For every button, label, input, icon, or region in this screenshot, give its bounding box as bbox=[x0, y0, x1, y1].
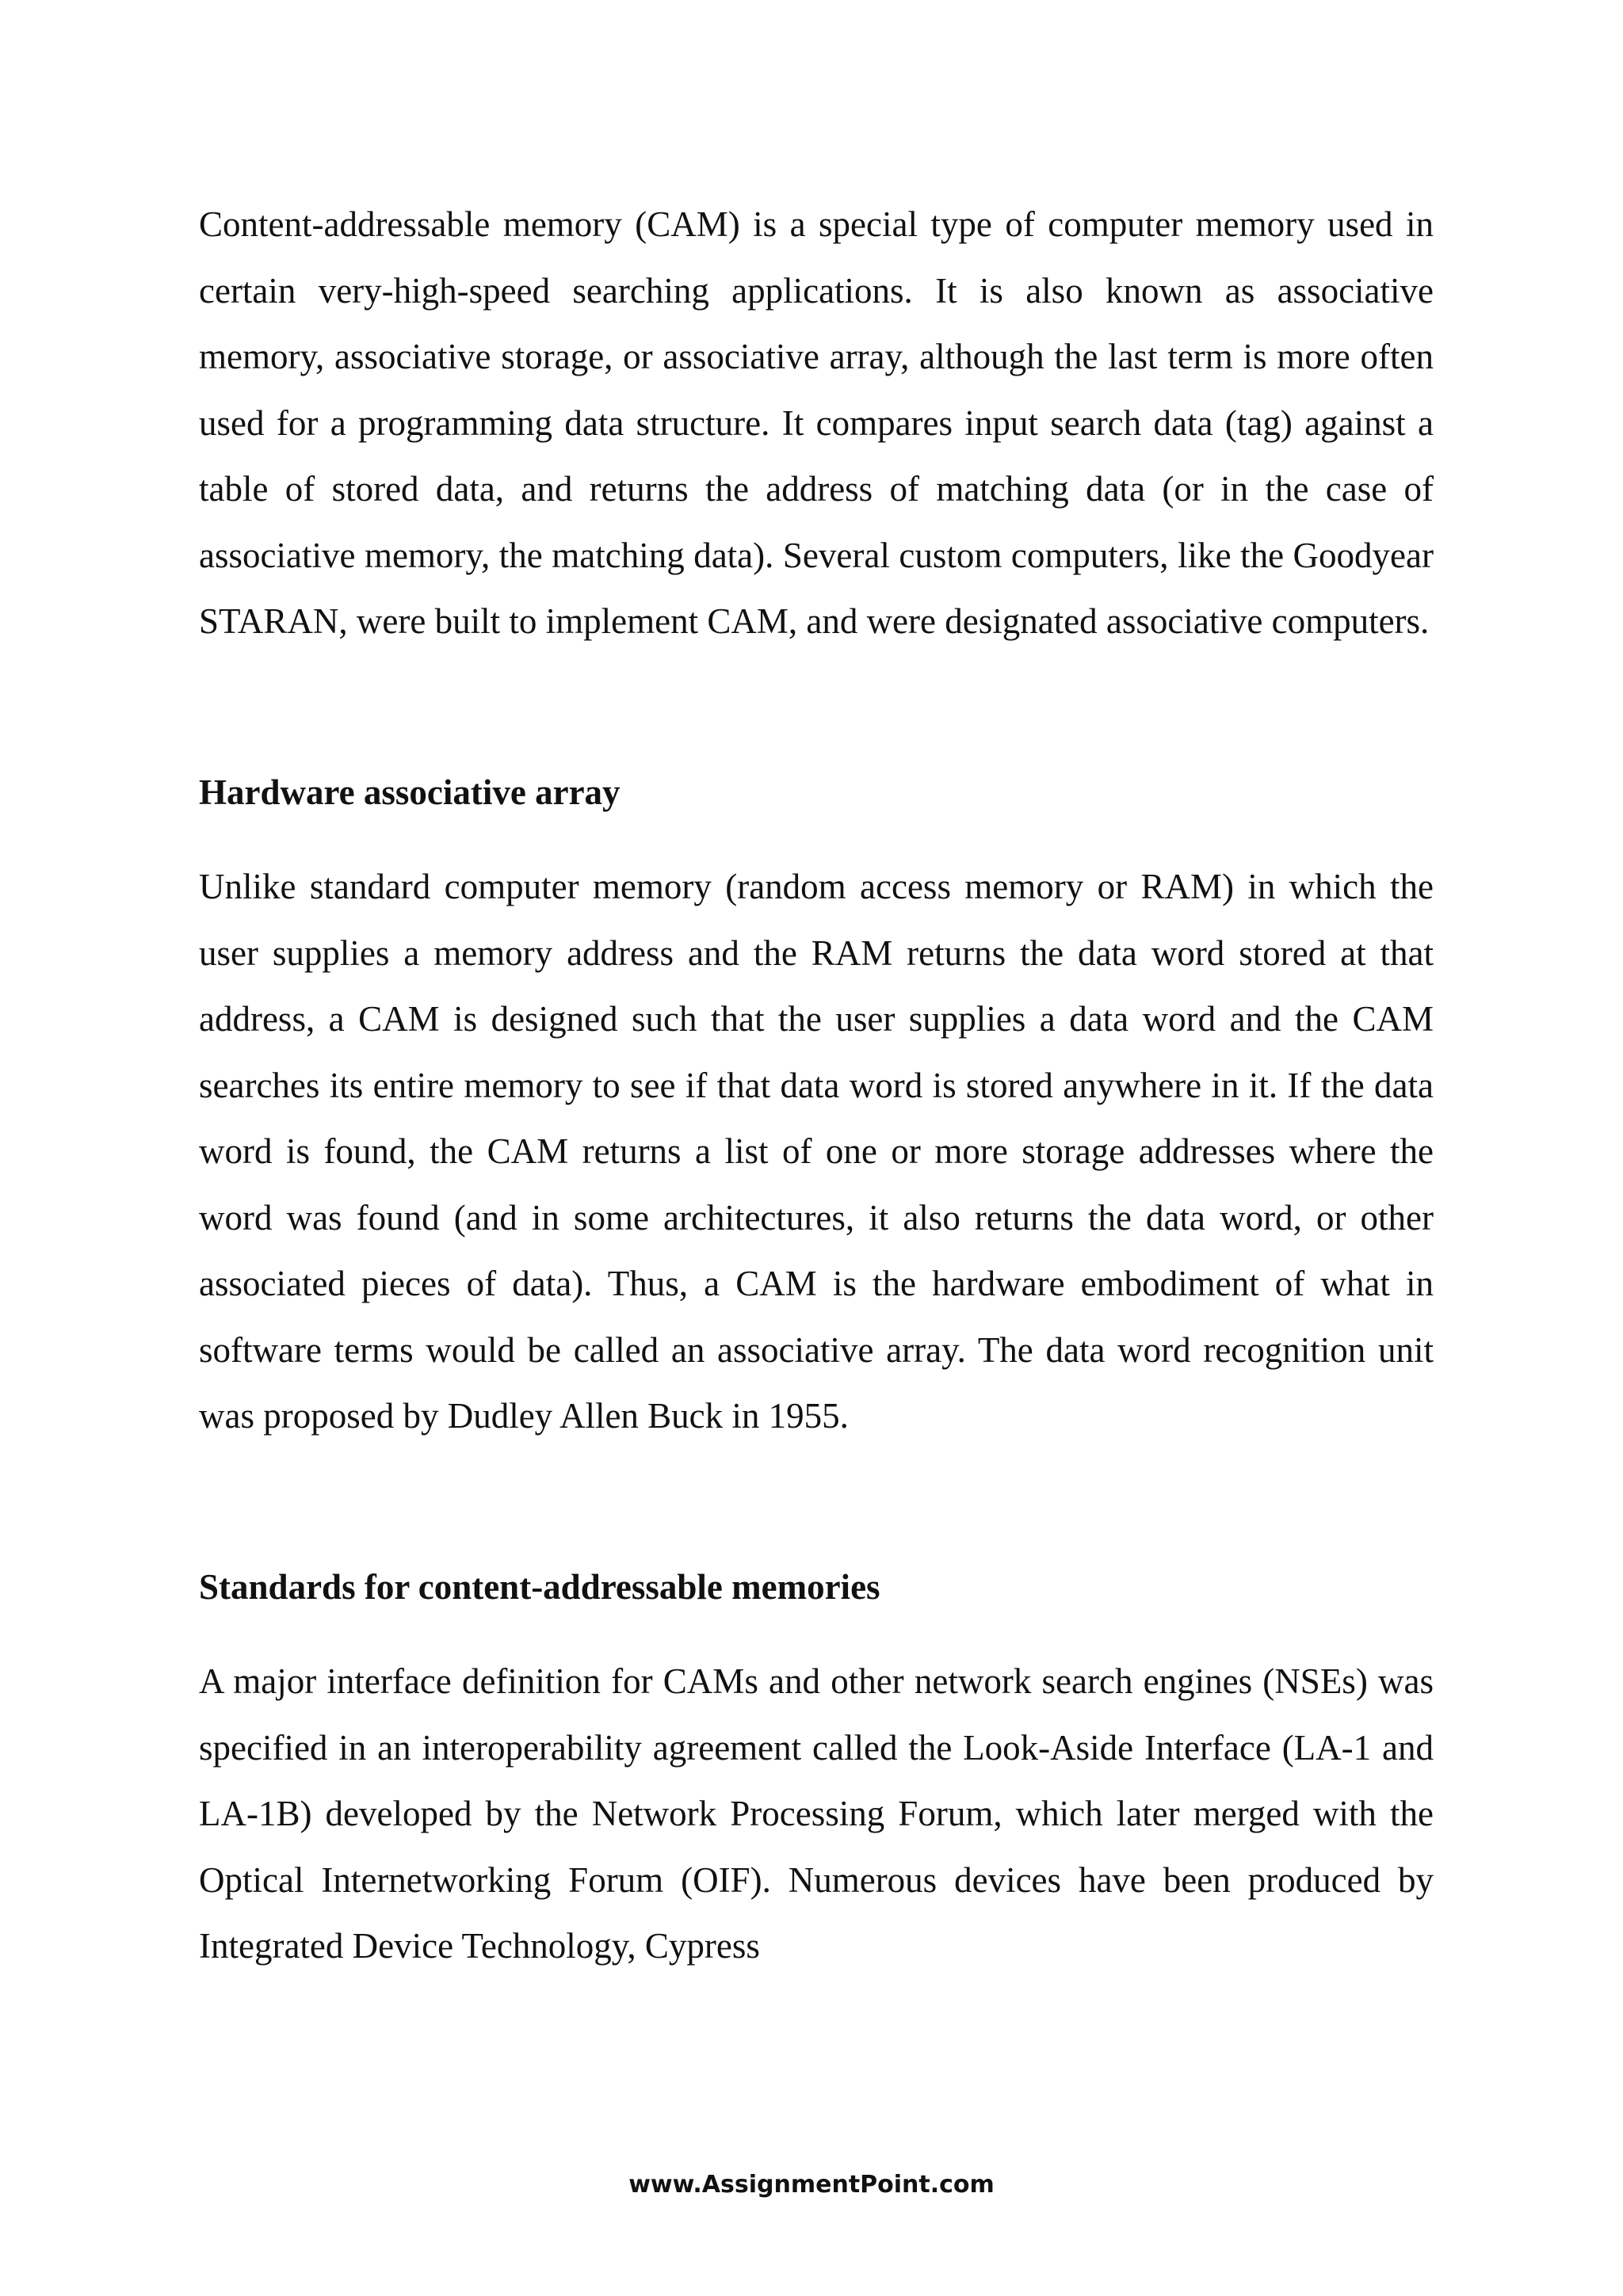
section-paragraph-hardware-associative-array: Unlike standard computer memory (random access memory or RAM) in which the user supplies a memory address and the RAM returns the data word stored at that address, a CAM is designed such that the user supplies a data word and the CAM searches its entire memory to see if that data word is stored anywhere in it. If the data word is found, the CAM returns a list of one or more storage addresses where the word was found (and in some architectures, it also returns the data word, or other associated pieces of data). Thus, a CAM is the hardware embodiment of what in software terms would be called an associative array. The data word recognition unit was proposed by Dudley Allen Buck in 1955. bbox=[199, 867, 1434, 1436]
footer-website-link[interactable]: www.AssignmentPoint.com bbox=[628, 2171, 995, 2199]
intro-paragraph: Content-addressable memory (CAM) is a special type of computer memory used in certain very-high-speed searching applications. It is also known as associative memory, associative storage, or associative array, although the last term is more often used for a programming data structure. It compares input search data (tag) against a table of stored data, and returns the address of matching data (or in the case of associative memory, the matching data). Several custom computers, like the Goodyear STARAN, were built to implement CAM, and were designated associative computers. bbox=[199, 204, 1434, 641]
document-page bbox=[199, 192, 1434, 1980]
section-paragraph-standards: A major interface definition for CAMs and other network search engines (NSEs) was specified in an interoperability agreement called the Look-Aside Interface (LA-1 and LA-1B) developed by the Network Processing Forum, which later merged with the Optical Internetworking Forum (OIF). Numerous devices have been produced by Integrated Device Technology, Cypress bbox=[199, 1661, 1434, 1966]
section-heading-standards: Standards for content-addressable memories bbox=[199, 1566, 880, 1607]
section-heading-hardware-associative-array: Hardware associative array bbox=[199, 772, 621, 812]
